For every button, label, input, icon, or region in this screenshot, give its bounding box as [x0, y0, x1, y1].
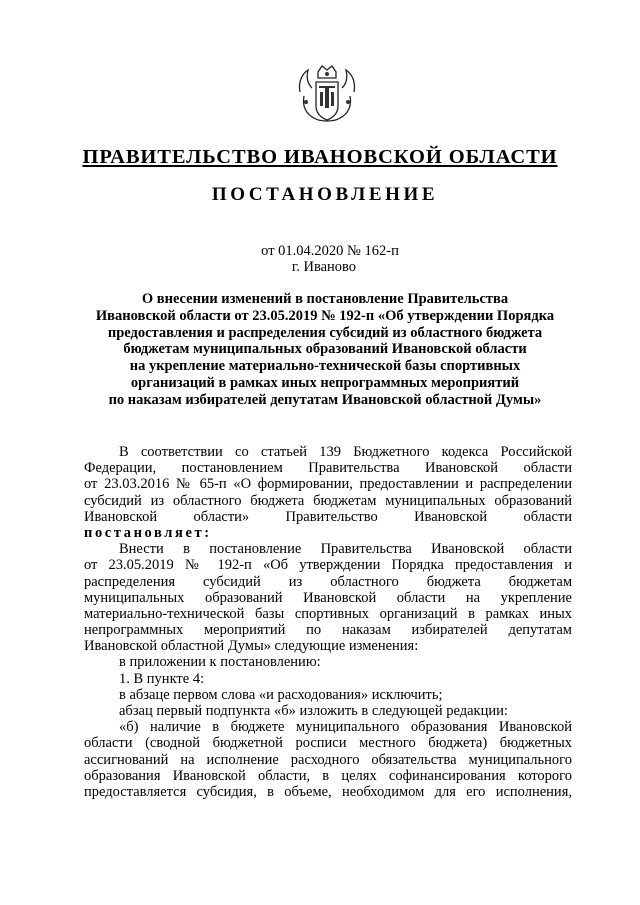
coat-of-arms-emblem — [296, 62, 358, 126]
document-title — [60, 291, 590, 409]
body-line: Ивановской области» Правительство Ивановской области — [84, 508, 572, 525]
government-name: ПРАВИТЕЛЬСТВО ИВАНОВСКОЙ ОБЛАСТИ — [82, 146, 558, 168]
body-line: непрограммных мероприятий по наказам избирателей депутатам — [84, 622, 572, 639]
body-line: предоставляется субсидия, в объеме, необходимом для его исполнения, — [84, 783, 572, 800]
title-line: по наказам избирателей депутатам Ивановской областной Думы» — [108, 391, 542, 408]
body-line: Внести в постановление Правительства Ивановской области — [119, 541, 572, 558]
title-line: О внесении изменений в постановление Правительства — [141, 291, 509, 307]
title-line: организаций в рамках иных непрограммных мероприятий — [130, 374, 520, 391]
document-body — [84, 444, 572, 800]
body-line: «б) наличие в бюджете муниципального образования Ивановской — [119, 719, 572, 736]
body-line: материально-технической базы спортивных организаций в рамках иных — [84, 605, 572, 622]
document-date-number: от 01.04.2020 № 162-п — [261, 243, 399, 259]
body-line: муниципальных образований Ивановской области на укрепление — [84, 589, 572, 606]
title-line: на укрепление материально-технической базы спортивных — [129, 358, 521, 375]
body-line: от 23.05.2019 № 192-п «Об утверждении Порядка предоставления и — [84, 557, 572, 574]
document-city: г. Иваново — [291, 259, 357, 275]
body-line: Федерации, постановлением Правительства Ивановской области — [84, 460, 572, 477]
body-line: от 23.03.2016 № 65-п «О формировании, предоставлении и распределении — [84, 476, 572, 493]
body-line-postanovlyaet: постановляет: — [84, 524, 212, 541]
body-line: в абзаце первом слова «и расходования» исключить; — [119, 686, 443, 703]
title-line: Ивановской области от 23.05.2019 № 192-п «Об утверждении Порядка — [95, 307, 555, 324]
body-line: В соответствии со статьей 139 Бюджетного кодекса Российской — [119, 444, 572, 460]
body-line: в приложении к постановлению: — [119, 654, 321, 671]
title-line: бюджетам муниципальных образований Ивановской области — [123, 341, 527, 358]
body-line: 1. В пункте 4: — [119, 670, 205, 687]
title-line: предоставления и распределения субсидий из областного бюджета — [107, 324, 543, 341]
body-line: субсидий из областного бюджета бюджетам муниципальных образований — [84, 492, 572, 509]
document-type: ПОСТАНОВЛЕНИЕ — [211, 184, 439, 205]
body-line: Ивановской областной Думы» следующие изменения: — [84, 638, 419, 655]
body-line: области (сводной бюджетной росписи местного бюджета) бюджетных — [84, 735, 572, 752]
body-line: распределения субсидий из областного бюджета бюджетам — [84, 573, 572, 590]
body-line: образования Ивановской области, в целях софинансирования которого — [84, 767, 572, 784]
body-line: ассигнований на исполнение расходного обязательства муниципального — [84, 751, 572, 768]
body-line: абзац первый подпункта «б» изложить в следующей редакции: — [119, 703, 508, 719]
